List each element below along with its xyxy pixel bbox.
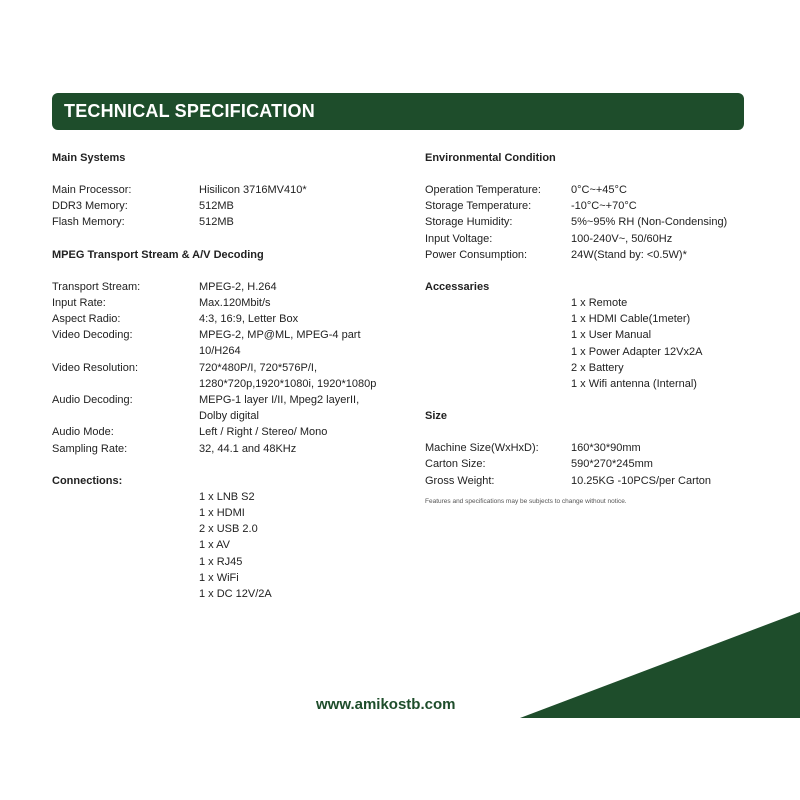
list-item: 1 x WiFi [199, 571, 239, 584]
spec-label: Transport Stream: [52, 280, 141, 293]
spec-value: 24W(Stand by: <0.5W)* [571, 248, 687, 261]
disclaimer-note: Features and specifications may be subjects to change without notice. [425, 497, 627, 505]
spec-value: 10.25KG -10PCS/per Carton [571, 474, 712, 487]
spec-label: DDR3 Memory: [52, 200, 128, 213]
spec-label: Operation Temperature: [425, 184, 541, 196]
spec-value-line: 1280*720p,1920*1080i, 1920*1080p [199, 377, 377, 390]
spec-label: Audio Decoding: [52, 394, 133, 407]
spec-label: Video Decoding: [52, 329, 133, 342]
spec-label: Storage Humidity: [425, 216, 513, 229]
spec-label: Video Resolution: [52, 361, 139, 374]
spec-value-line: 720*480P/I, 720*576P/I, [199, 361, 318, 374]
spec-row [52, 441, 412, 457]
spec-value: 4:3, 16:9, Letter Box [199, 313, 299, 326]
list-item: 1 x User Manual [571, 329, 652, 342]
spec-row [52, 182, 412, 198]
spec-label: Gross Weight: [425, 474, 495, 487]
list-item: 2 x USB 2.0 [199, 523, 258, 536]
spec-row [52, 327, 412, 359]
spec-label: Carton Size: [425, 458, 486, 471]
list-item: 1 x DC 12V/2A [199, 588, 272, 601]
spec-row [425, 440, 765, 456]
list-item: 1 x Power Adapter 12Vx2A [571, 345, 703, 358]
spec-value: Hisilicon 3716MV410* [199, 184, 307, 196]
section-title-mpeg: MPEG Transport Stream & A/V Decoding [52, 248, 264, 261]
section-title-main-systems: Main Systems [52, 152, 126, 164]
spec-value: Left / Right / Stereo/ Mono [199, 426, 328, 439]
spec-value: -10°C~+70°C [571, 200, 637, 213]
spec-row [425, 214, 765, 230]
spec-label: Storage Temperature: [425, 200, 532, 213]
spec-label: Aspect Radio: [52, 313, 121, 326]
spec-value: 100-240V~, 50/60Hz [571, 232, 673, 245]
list-item: 1 x LNB S2 [199, 490, 255, 503]
list-item: 1 x AV [199, 539, 230, 552]
spec-row [52, 311, 412, 327]
spec-label: Machine Size(WxHxD): [425, 442, 539, 455]
spec-label: Sampling Rate: [52, 442, 128, 455]
spec-label: Main Processor: [52, 184, 132, 196]
spec-row [425, 182, 765, 198]
spec-value-line: MPEG-2, MP@ML, MPEG-4 part [199, 329, 361, 342]
spec-value: 512MB [199, 216, 234, 229]
spec-value: 160*30*90mm [571, 442, 641, 455]
spec-row [52, 279, 412, 295]
list-item: 1 x HDMI Cable(1meter) [571, 313, 691, 326]
website-url[interactable]: www.amikostb.com [316, 696, 456, 713]
spec-row [52, 198, 412, 214]
spec-value: 32, 44.1 and 48KHz [199, 442, 297, 455]
spec-label: Power Consumption: [425, 248, 528, 261]
spec-label: Input Rate: [52, 296, 106, 309]
spec-value [199, 327, 412, 359]
spec-label: Flash Memory: [52, 216, 125, 229]
spec-row [52, 295, 412, 311]
section-title-size: Size [425, 410, 448, 423]
spec-value: 5%~95% RH (Non-Condensing) [571, 216, 728, 229]
spec-value-line: 10/H264 [199, 345, 241, 358]
spec-row [52, 214, 412, 230]
spec-row [425, 231, 765, 247]
accessories-list [425, 295, 765, 392]
section-title-connections: Connections: [52, 474, 123, 487]
spec-row [425, 473, 765, 489]
spec-row [425, 247, 765, 263]
spec-row [425, 456, 765, 472]
list-item: 1 x HDMI [199, 507, 245, 520]
spec-value: MPEG-2, H.264 [199, 280, 277, 293]
spec-label: Input Voltage: [425, 232, 493, 245]
left-column [52, 150, 412, 602]
spec-label: Audio Mode: [52, 426, 114, 439]
header-bar [52, 93, 744, 130]
section-title-accessories: Accessaries [425, 281, 490, 294]
spec-value: 590*270*245mm [571, 458, 653, 471]
list-item: 1 x RJ45 [199, 555, 243, 568]
section-title-environment: Environmental Condition [425, 152, 556, 164]
list-item: 1 x Wifi antenna (Internal) [571, 378, 697, 391]
spec-value: Max.120Mbit/s [199, 296, 271, 309]
spec-row [52, 424, 412, 440]
list-item: 1 x Remote [571, 297, 628, 310]
spec-row [52, 392, 412, 424]
spec-value: 0°C~+45°C [571, 184, 627, 196]
spec-row [52, 360, 412, 392]
right-column [425, 150, 765, 510]
spec-value [199, 360, 412, 392]
spec-value-line: Dolby digital [199, 410, 259, 423]
connections-list [52, 489, 412, 602]
spec-value [199, 392, 412, 424]
spec-value-line: MEPG-1 layer I/II, Mpeg2 layerII, [199, 394, 360, 407]
list-item: 2 x Battery [571, 361, 624, 374]
page-title: TECHNICAL SPECIFICATION [64, 101, 315, 121]
spec-row [425, 198, 765, 214]
spec-value: 512MB [199, 200, 234, 213]
